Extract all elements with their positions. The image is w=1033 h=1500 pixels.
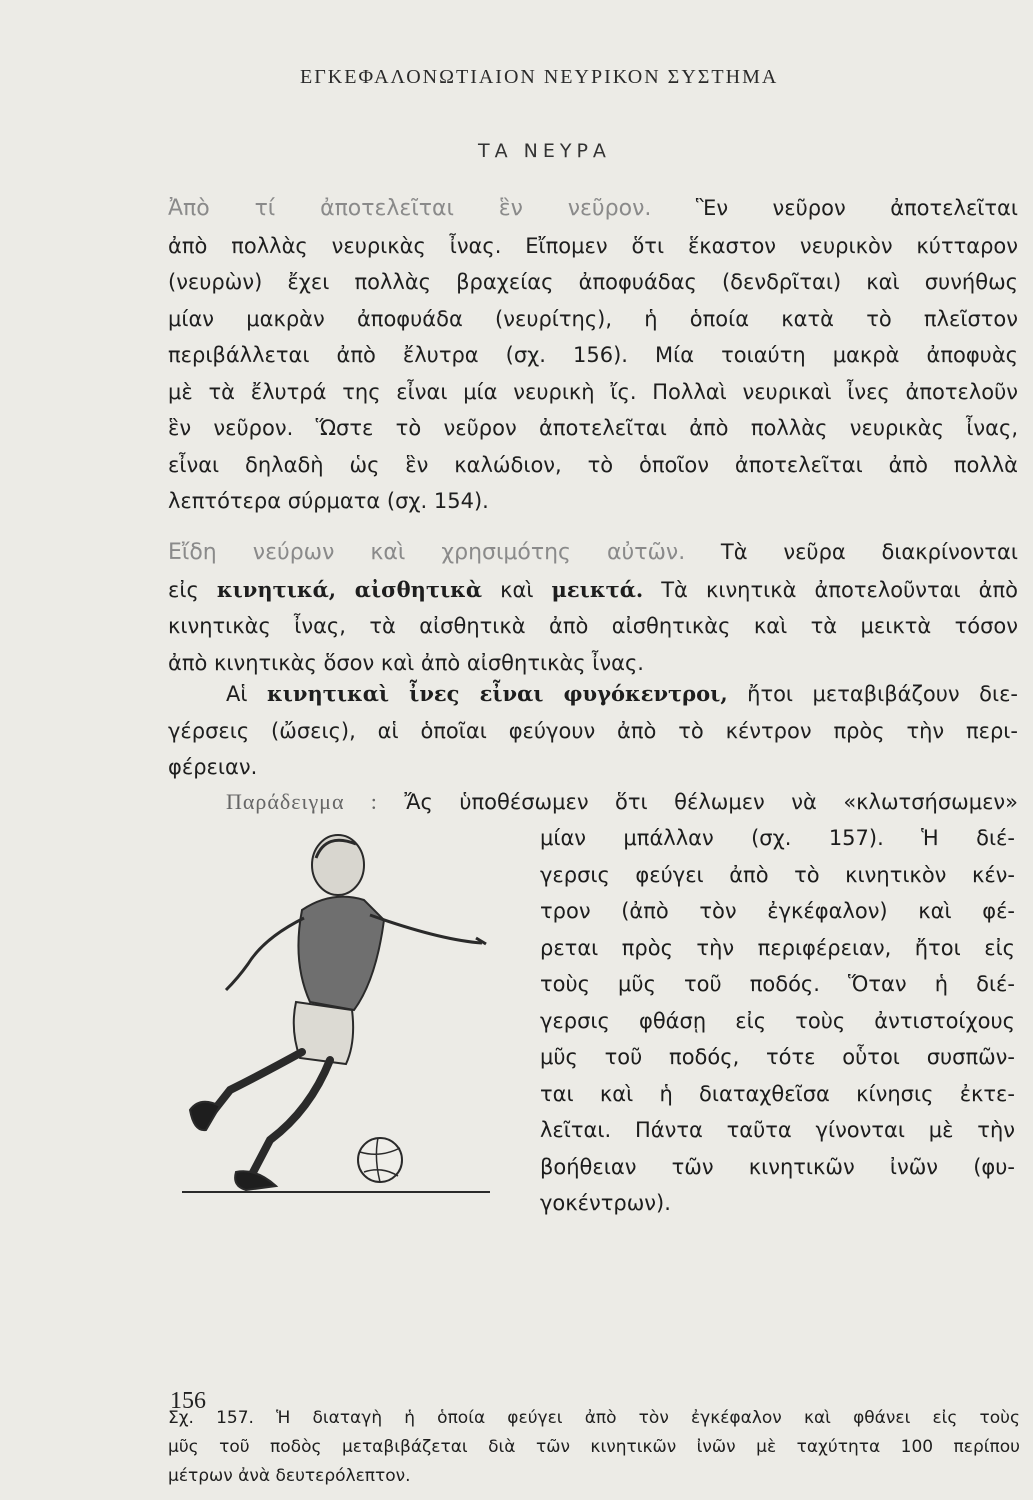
- text-line: εἶναι δηλαδὴ ὡς ἓν καλώδιον, τὸ ὁποῖον ἀποτελεῖται ἀπὸ πολλὰ: [168, 452, 1018, 477]
- player-shirt: [298, 897, 384, 1010]
- caption-line: Σχ. 157. Ἡ διαταγὴ ἡ ὁποία φεύγει ἀπὸ τὸν ἐγκέφαλον καὶ φθάνει εἰς τοὺς: [168, 1408, 1020, 1428]
- text-line: μίαν μακρὰν ἀποφυάδα (νευρίτης), ἡ ὁποία κατὰ τὸ πλεῖστον: [168, 306, 1018, 331]
- player-head: [312, 835, 364, 895]
- bold-term: κινητικά, αἰσθητικὰ: [216, 576, 483, 602]
- text-fragment: Ἄς ὑποθέσωμεν ὅτι θέλωμεν νὰ «κλωτσήσωμεν»: [377, 790, 1018, 814]
- paragraph-nerve-composition: [168, 190, 1018, 520]
- bold-term: μεικτά.: [551, 576, 644, 602]
- example-label: Παράδειγμα :: [226, 789, 378, 814]
- text-line: βοήθειαν τῶν κινητικῶν ἰνῶν (φυ-: [540, 1154, 1015, 1179]
- paragraph-subhead: Ἀπὸ τί ἀποτελεῖται ἓν νεῦρον.: [168, 196, 652, 221]
- paragraph-efferent-fibers: [168, 676, 1018, 786]
- text-line: ἀπὸ πολλὰς νευρικὰς ἶνας. Εἴπομεν ὅτι ἕκαστον νευρικὸν κύτταρον: [168, 233, 1018, 258]
- text-line: ται καὶ ἡ διαταχθεῖσα κίνησις ἐκτε-: [540, 1081, 1015, 1106]
- section-title: ΤΑ ΝΕΥΡΑ: [478, 140, 611, 162]
- player-boot-back: [190, 1102, 220, 1130]
- text-line: φέρειαν.: [168, 755, 258, 779]
- ball: [358, 1138, 402, 1182]
- bold-term: κινητικαὶ ἶνες εἶναι φυγόκεντροι,: [266, 681, 728, 706]
- text-line: ρεται πρὸς τὴν περιφέρειαν, ἤτοι εἰς: [540, 935, 1015, 960]
- text-line: γέρσεις (ὤσεις), αἱ ὁποῖαι φεύγουν ἀπὸ τὸ κέντρον πρὸς τὴν περι-: [168, 718, 1018, 743]
- text-fragment: Τὰ κινητικὰ ἀποτελοῦνται ἀπὸ: [643, 577, 1018, 602]
- text-line: ἓν νεῦρον. Ὥστε τὸ νεῦρον ἀποτελεῖται ἀπὸ πολλὰς νευρικὰς ἶνας,: [168, 416, 1018, 440]
- running-header: ΕΓΚΕΦΑΛΟΝΩΤΙΑΙΟΝ ΝΕΥΡΙΚΟΝ ΣΥΣΤΗΜΑ: [300, 66, 779, 88]
- text-line: περιβάλλεται ἀπὸ ἔλυτρα (σχ. 156). Μία τοιαύτη μακρὰ ἀποφυὰς: [168, 343, 1018, 367]
- paragraph-nerve-types: [168, 534, 1018, 681]
- page-number: 156: [170, 1388, 206, 1414]
- paragraph-subhead: Εἴδη νεύρων καὶ χρησιμότης αὐτῶν.: [168, 540, 686, 565]
- text-fragment: Αἱ: [226, 682, 267, 706]
- text-line: λεπτότερα σύρματα (σχ. 154).: [168, 489, 489, 513]
- caption-line: μέτρων ἀνὰ δευτερόλεπτον.: [168, 1466, 411, 1486]
- text-line: μῦς τοῦ ποδός, τότε οὗτοι συσπῶν-: [540, 1045, 1015, 1069]
- text-fragment: ἤτοι μεταβιβάζουν διε-: [727, 682, 1018, 706]
- caption-line: μῦς τοῦ ποδὸς μεταβιβάζεται διὰ τῶν κινητικῶν ἰνῶν μὲ ταχύτητα 100 περίπου: [168, 1437, 1020, 1457]
- example-first-line: [226, 784, 1018, 821]
- text-line: λεῖται. Πάντα ταῦτα γίνονται μὲ τὴν: [540, 1118, 1015, 1142]
- text-line: γερσις φθάσῃ εἰς τοὺς ἀντιστοίχους: [540, 1008, 1015, 1033]
- text-line: γερσις φεύγει ἀπὸ τὸ κινητικὸν κέν-: [540, 862, 1015, 887]
- figure-caption: [168, 1404, 1020, 1491]
- text-line: Ἓν νεῦρον ἀποτελεῖται: [651, 196, 1018, 220]
- example-column: [540, 820, 1015, 1222]
- text-fragment: εἰς: [168, 577, 217, 602]
- text-line: (νευρὼν) ἔχει πολλὰς βραχείας ἀποφυάδας (δενδρῖται) καὶ συνήθως: [168, 270, 1018, 294]
- text-fragment: καὶ: [482, 577, 552, 602]
- text-line: γοκέντρων).: [540, 1191, 671, 1215]
- text-line: μίαν μπάλλαν (σχ. 157). Ἡ διέ-: [540, 826, 1015, 850]
- text-line: Τὰ νεῦρα διακρίνονται: [685, 540, 1018, 564]
- text-line: μὲ τὰ ἔλυτρά της εἶναι μία νευρικὴ ἴς. Πολλαὶ νευρικαὶ ἶνες ἀποτελοῦν: [168, 379, 1018, 404]
- text-line: τοὺς μῦς τοῦ ποδός. Ὅταν ἡ διέ-: [540, 972, 1015, 996]
- text-line: κινητικὰς ἶνας, τὰ αἰσθητικὰ ἀπὸ αἰσθητικὰς καὶ τὰ μεικτὰ τόσον: [168, 614, 1018, 638]
- footballer-illustration: [170, 820, 510, 1200]
- player-boot-front: [235, 1171, 276, 1190]
- text-line: τρον (ἀπὸ τὸν ἐγκέφαλον) καὶ φέ-: [540, 899, 1015, 923]
- text-line: ἀπὸ κινητικὰς ὅσον καὶ ἀπὸ αἰσθητικὰς ἶνας.: [168, 650, 644, 675]
